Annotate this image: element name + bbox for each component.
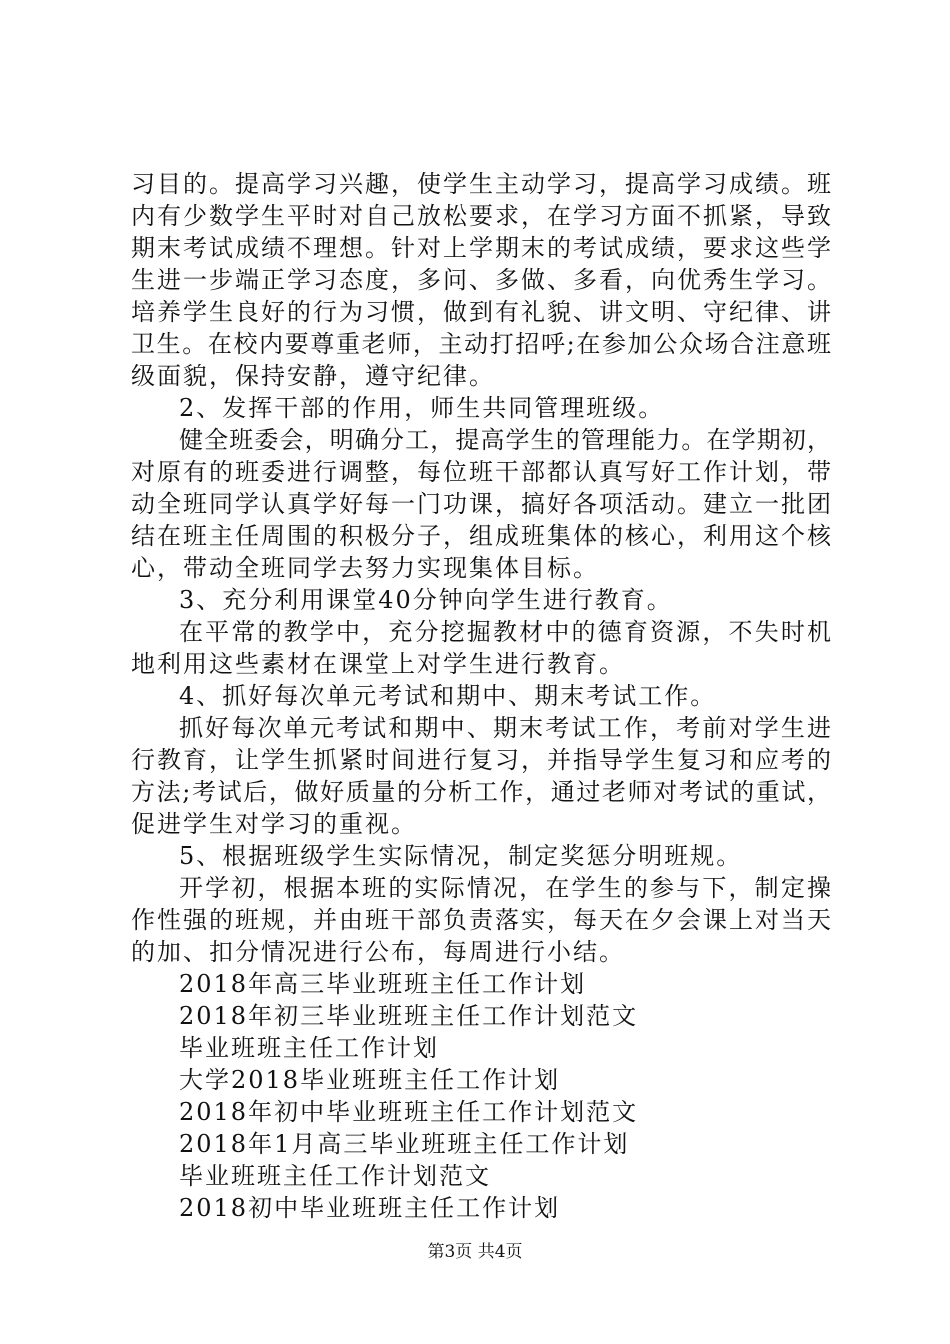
paragraph-line: 动全班同学认真学好每一门功课，搞好各项活动。建立一批团 [131, 490, 831, 518]
paragraph-line: 开学初，根据本班的实际情况，在学生的参与下，制定操 [179, 874, 831, 902]
related-link[interactable]: 大学2018毕业班班主任工作计划 [179, 1066, 561, 1094]
paragraph-line: 结在班主任周围的积极分子，组成班集体的核心，利用这个核 [131, 522, 831, 550]
section-heading-4: 4、抓好每次单元考试和期中、期末考试工作。 [179, 682, 717, 710]
related-link[interactable]: 2018初中毕业班班主任工作计划 [179, 1194, 561, 1222]
paragraph-line: 卫生。在校内要尊重老师，主动打招呼;在参加公众场合注意班 [131, 330, 831, 358]
related-link[interactable]: 2018年初三毕业班班主任工作计划范文 [179, 1002, 639, 1030]
related-link[interactable]: 2018年1月高三毕业班班主任工作计划 [179, 1130, 630, 1158]
section-heading-5: 5、根据班级学生实际情况，制定奖惩分明班规。 [179, 842, 743, 870]
paragraph-line: 心，带动全班同学去努力实现集体目标。 [131, 554, 599, 582]
paragraph-line: 生进一步端正学习态度，多问、多做、多看，向优秀生学习。 [131, 266, 831, 294]
related-link[interactable]: 2018年高三毕业班班主任工作计划 [179, 970, 587, 998]
paragraph-line: 行教育，让学生抓紧时间进行复习，并指导学生复习和应考的 [131, 746, 831, 774]
paragraph-line: 健全班委会，明确分工，提高学生的管理能力。在学期初， [179, 426, 831, 454]
paragraph-line: 对原有的班委进行调整，每位班干部都认真写好工作计划，带 [131, 458, 831, 486]
paragraph-line: 习目的。提高学习兴趣，使学生主动学习，提高学习成绩。班 [131, 170, 831, 198]
paragraph-line: 抓好每次单元考试和期中、期末考试工作，考前对学生进 [179, 714, 831, 742]
paragraph-line: 级面貌，保持安静，遵守纪律。 [131, 362, 495, 390]
page-footer: 第3页 共4页 [427, 1242, 523, 1262]
document-body [131, 168, 831, 1224]
paragraph-line: 在平常的教学中，充分挖掘教材中的德育资源，不失时机 [179, 618, 831, 646]
related-link[interactable]: 毕业班班主任工作计划 [179, 1034, 439, 1062]
paragraph-line: 的加、扣分情况进行公布，每周进行小结。 [131, 938, 625, 966]
paragraph-line: 地利用这些素材在课堂上对学生进行教育。 [131, 650, 625, 678]
paragraph-line: 作性强的班规，并由班干部负责落实，每天在夕会课上对当天 [131, 906, 831, 934]
paragraph-line: 内有少数学生平时对自己放松要求，在学习方面不抓紧，导致 [131, 202, 831, 230]
paragraph-line: 方法;考试后，做好质量的分析工作，通过老师对考试的重试， [131, 778, 831, 806]
section-heading-2: 2、发挥干部的作用，师生共同管理班级。 [179, 394, 665, 422]
paragraph-line: 期末考试成绩不理想。针对上学期末的考试成绩，要求这些学 [131, 234, 831, 262]
paragraph-line: 促进学生对学习的重视。 [131, 810, 417, 838]
related-link[interactable]: 毕业班班主任工作计划范文 [179, 1162, 491, 1190]
section-heading-3: 3、充分利用课堂40分钟向学生进行教育。 [179, 586, 673, 614]
related-link[interactable]: 2018年初中毕业班班主任工作计划范文 [179, 1098, 639, 1126]
paragraph-line: 培养学生良好的行为习惯，做到有礼貌、讲文明、守纪律、讲 [131, 298, 831, 326]
